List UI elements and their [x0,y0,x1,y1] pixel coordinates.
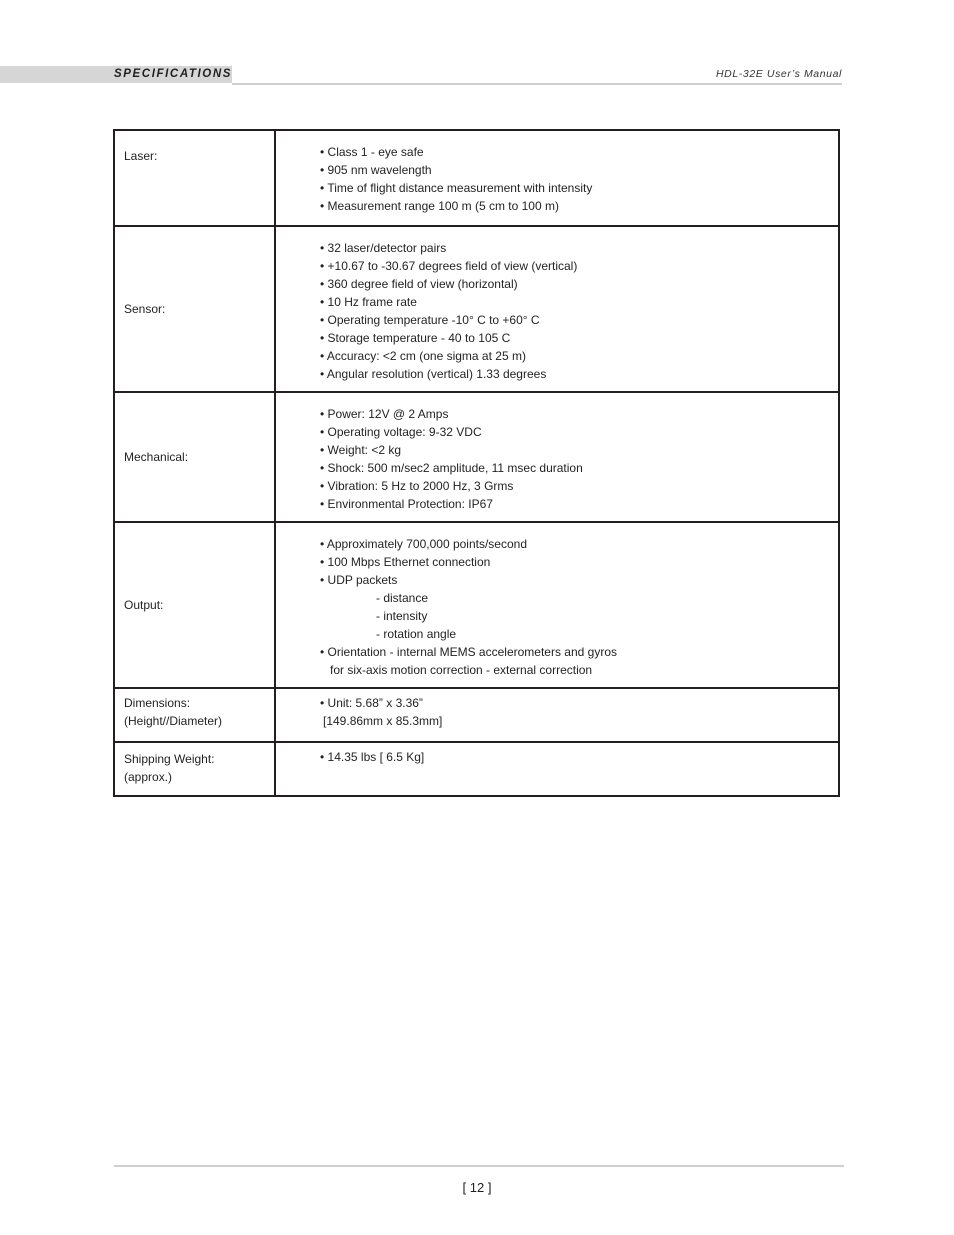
spec-value [275,522,839,688]
spec-row-dimensions [114,688,839,742]
spec-item: • 32 laser/detector pairs [320,241,447,255]
spec-row-laser [114,130,839,226]
spec-row-output [114,522,839,688]
spec-item: • +10.67 to -30.67 degrees field of view (vertical) [320,259,578,273]
spec-item: • Class 1 - eye safe [320,145,424,159]
spec-item: • Storage temperature - 40 to 105 C [320,331,511,345]
spec-label [114,688,275,742]
spec-value [275,688,839,742]
spec-row-mechanical [114,392,839,522]
spec-item: • 14.35 lbs [ 6.5 Kg] [320,750,425,764]
spec-label: Output: [114,522,275,688]
spec-label: Sensor: [114,226,275,392]
spec-item: • Measurement range 100 m (5 cm to 100 m) [320,199,559,213]
spec-label-line: Shipping Weight: [124,752,215,766]
spec-item-continuation: for six-axis motion correction - external correction [330,663,593,677]
spec-label: Mechanical: [114,392,275,522]
spec-item: • Operating temperature -10° C to +60° C [320,313,540,327]
spec-item: • 360 degree field of view (horizontal) [320,277,518,291]
manual-title: HDL-32E User’s Manual [715,68,842,80]
section-title: SPECIFICATIONS [114,68,233,80]
spec-value [275,226,839,392]
spec-item: • Environmental Protection: IP67 [320,497,493,511]
spec-label: Laser: [114,130,275,226]
spec-value [275,392,839,522]
spec-sub-item: - distance [376,591,429,605]
spec-value [275,130,839,226]
spec-sub-item: - rotation angle [376,627,457,641]
spec-label-line: (Height//Diameter) [124,714,223,728]
spec-sub-item: - intensity [376,609,428,623]
spec-value [275,742,839,796]
spec-item: • Vibration: 5 Hz to 2000 Hz, 3 Grms [320,479,514,493]
spec-row-shipping [114,742,839,796]
spec-row-sensor [114,226,839,392]
spec-item: • UDP packets [320,573,398,587]
spec-item-continuation: [149.86mm x 85.3mm] [323,714,443,728]
spec-item: • 10 Hz frame rate [320,295,417,309]
spec-item: • Orientation - internal MEMS accelerometers and gyros [320,645,617,659]
spec-item: • 100 Mbps Ethernet connection [320,555,491,569]
spec-item: • Shock: 500 m/sec2 amplitude, 11 msec duration [320,461,583,475]
footer-rule [114,1165,844,1167]
spec-item: • Accuracy: <2 cm (one sigma at 25 m) [320,349,526,363]
spec-label [114,742,275,796]
spec-item: • Time of flight distance measurement with intensity [320,181,593,195]
specifications-table [113,129,840,797]
spec-label-line: (approx.) [124,770,173,784]
spec-item: • Weight: <2 kg [320,443,402,457]
spec-item: • Approximately 700,000 points/second [320,537,527,551]
spec-label-line: Dimensions: [124,696,191,710]
spec-item: • Power: 12V @ 2 Amps [320,407,449,421]
spec-item: • Angular resolution (vertical) 1.33 degrees [320,367,547,381]
spec-item: • Operating voltage: 9-32 VDC [320,425,482,439]
spec-item: • 905 nm wavelength [320,163,432,177]
header-rule [232,83,842,85]
page-number: [ 12 ] [462,1180,492,1195]
spec-item: • Unit: 5.68” x 3.36” [320,696,423,710]
